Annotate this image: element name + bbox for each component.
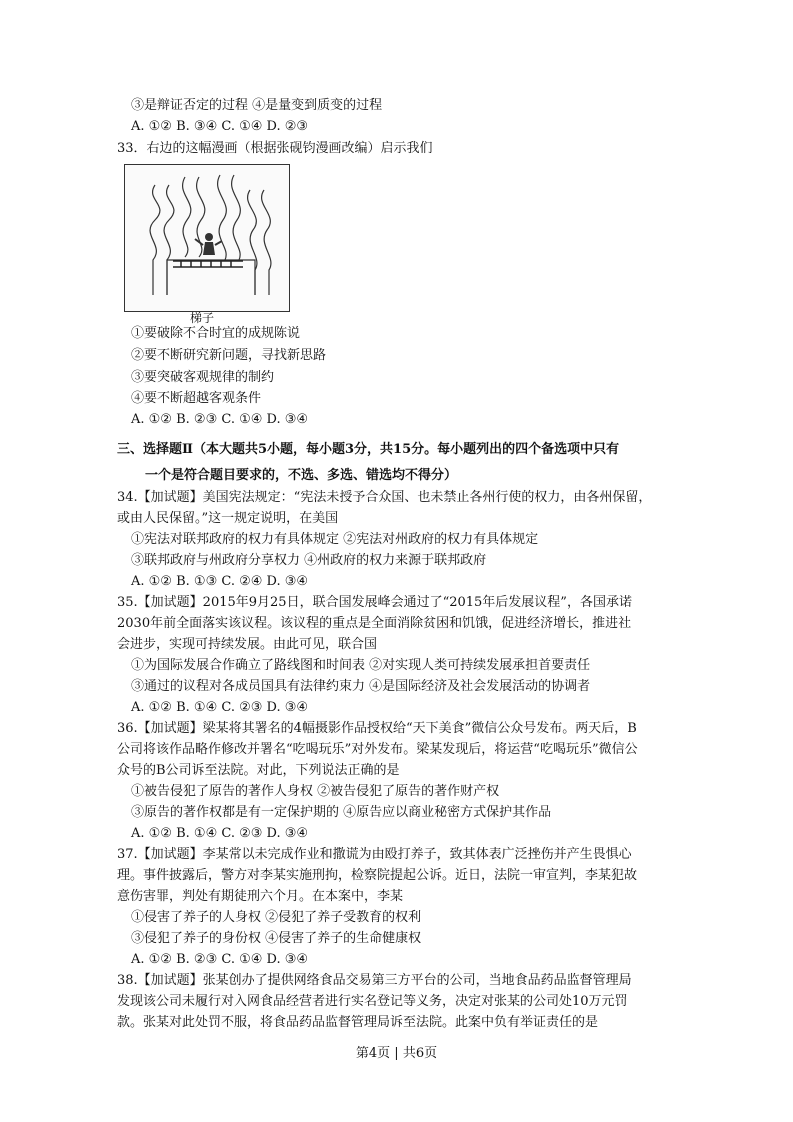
cartoon-image <box>124 164 290 312</box>
q34-line-1: 34.【加试题】美国宪法规定：“宪法未授予合众国、也未禁止各州行使的权力，由各州保留， <box>117 490 652 505</box>
q35-line-2: 2030年前全面落实该议程。该议程的重点是全面消除贫困和饥饿，促进经济增长，推进社 <box>117 616 632 631</box>
section-3-instructions: 一个是符合题目要求的，不选、多选、错选均不得分） <box>145 468 458 483</box>
q35-line-3: 会进步，实现可持续发展。由此可见，联合国 <box>117 637 378 652</box>
q34-line-2: 或由人民保留。”这一规定说明，在美国 <box>117 511 339 526</box>
q38-line-2: 发现该公司未履行对入网食品经营者进行实名登记等义务，决定对张某的公司处10万元罚 <box>117 994 628 1009</box>
q34-answers: A. ①② B. ①③ C. ②④ D. ③④ <box>131 574 309 589</box>
q37-line-1: 37.【加试题】李某常以未完成作业和撒谎为由殴打养子，致其体表广泛挫伤并产生畏惧心 <box>117 847 632 862</box>
q36-options-row-1: ①被告侵犯了原告的著作人身权 ②被告侵犯了原告的著作财产权 <box>131 784 500 799</box>
q36-line-2: 公司将该作品略作修改并署名“吃喝玩乐”对外发布。梁某发现后，将运营“吃喝玩乐”微信公 <box>117 742 638 757</box>
q36-line-1: 36.【加试题】梁某将其署名的4幅摄影作品授权给“天下美食”微信公众号发布。两天后，B <box>117 721 637 736</box>
ladder-maze-illustration <box>125 165 289 311</box>
q37-line-2: 理。事件披露后，警方对李某实施刑拘，检察院提起公诉。近日，法院一审宣判，李某犯故 <box>117 868 638 883</box>
q34-options-row-2: ③联邦政府与州政府分享权力 ④州政府的权力来源于联邦政府 <box>131 553 487 568</box>
q36-options-row-2: ③原告的著作权都是有一定保护期的 ④原告应以商业秘密方式保护其作品 <box>131 805 552 820</box>
q37-options-row-2: ③侵犯了养子的身份权 ④侵害了养子的生命健康权 <box>131 931 422 946</box>
cartoon-caption: 梯子 <box>190 311 215 325</box>
q38-line-3: 款。张某对此处罚不服，将食品药品监督管理局诉至法院。此案中负有举证责任的是 <box>117 1015 599 1030</box>
q35-options-row-2: ③通过的议程对各成员国具有法律约束力 ④是国际经济及社会发展活动的协调者 <box>131 679 591 694</box>
q34-options-row-1: ①宪法对联邦政府的权力有具体规定 ②宪法对州政府的权力有具体规定 <box>131 532 539 547</box>
q37-line-3: 意伤害罪，判处有期徒刑六个月。在本案中，李某 <box>117 889 404 904</box>
q33-option-3: ③要突破客观规律的制约 <box>131 370 275 385</box>
q38-line-1: 38.【加试题】张某创办了提供网络食品交易第三方平台的公司，当地食品药品监督管理局 <box>117 973 632 988</box>
question-33-stem: 33．右边的这幅漫画（根据张砚钧漫画改编）启示我们 <box>117 141 433 156</box>
q33-option-4: ④要不断超越客观条件 <box>131 391 262 406</box>
q36-line-3: 众号的B公司诉至法院。对此，下列说法正确的是 <box>117 763 400 778</box>
q33-answers: A. ①② B. ②③ C. ①④ D. ③④ <box>131 412 309 427</box>
section-3-heading: 三、选择题Ⅱ（本大题共5小题，每小题3分，共15分。每小题列出的四个备选项中只有 <box>117 442 620 457</box>
q33-option-1: ①要破除不合时宜的成规陈说 <box>131 326 301 341</box>
q35-options-row-1: ①为国际发展合作确立了路线图和时间表 ②对实现人类可持续发展承担首要责任 <box>131 658 591 673</box>
q33-option-2: ②要不断研究新问题，寻找新思路 <box>131 348 327 363</box>
answer-choices: A. ①② B. ③④ C. ①④ D. ②③ <box>131 119 309 134</box>
q35-answers: A. ①② B. ①④ C. ②③ D. ③④ <box>131 700 309 715</box>
q37-options-row-1: ①侵害了养子的人身权 ②侵犯了养子受教育的权利 <box>131 910 422 925</box>
q37-answers: A. ①② B. ②③ C. ①④ D. ③④ <box>131 952 309 967</box>
q35-line-1: 35.【加试题】2015年9月25日，联合国发展峰会通过了“2015年后发展议程”，各国承诺 <box>117 595 632 610</box>
page-footer: 第4页 | 共6页 <box>355 1046 438 1061</box>
q36-answers: A. ①② B. ①④ C. ②③ D. ③④ <box>131 826 309 841</box>
option-line: ③是辩证否定的过程 ④是量变到质变的过程 <box>131 98 383 113</box>
